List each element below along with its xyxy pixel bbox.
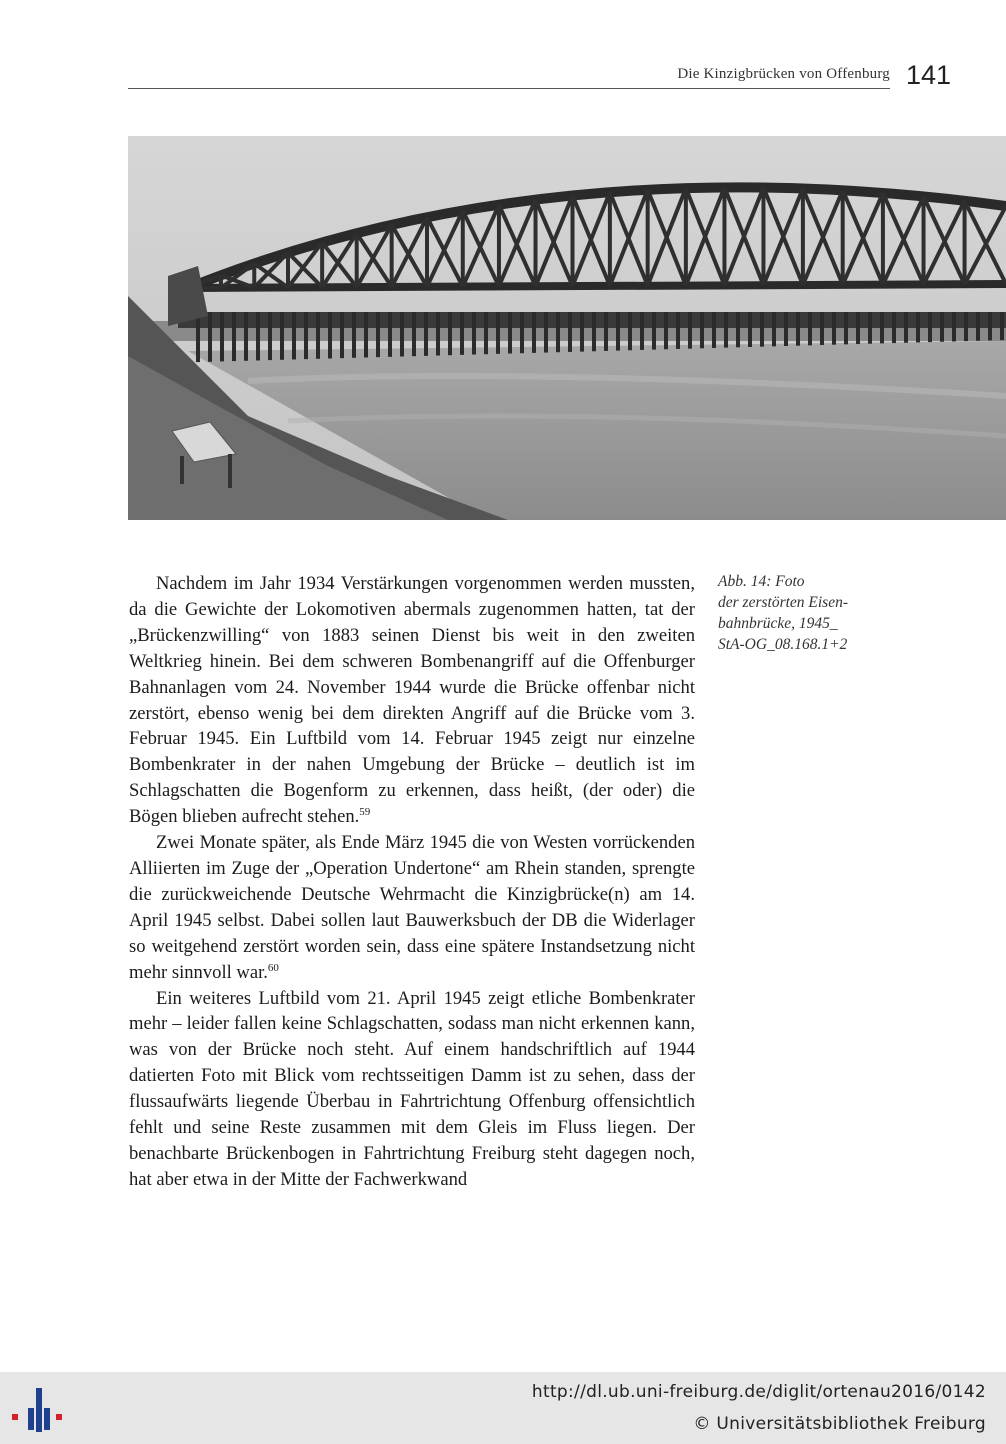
caption-line: der zerstörten Eisen- [718, 594, 849, 611]
caption-line: Abb. 14: Foto [718, 573, 805, 590]
paragraph-3: Ein weiteres Luftbild vom 21. April 1945 zeigt etliche Bombenkrater mehr – leider fallen keine Schlagschatten, sodass man nicht erkennen kann, was von der Brücke noch steht. Auf einem handschriftlich auf 1944 datierten Foto mit Blick vom rechtsseitigen Damm ist zu sehen, dass der flussaufwärts liegende Überbau in Fahrtrichtung Offenburg offensichtlich fehlt und seine Reste zusammen mit dem Gleis im Fluss liegen. Der benachbarte Brückenbogen in Fahrtrichtung Freiburg steht dagegen noch, hat aber etwa in der Mitte der Fachwerkwand [129, 987, 695, 1190]
source-url-link[interactable]: http://dl.ub.uni-freiburg.de/diglit/ortenau2016/0142 [531, 1382, 986, 1402]
body-text [129, 571, 695, 1193]
paragraph-1: Nachdem im Jahr 1934 Verstärkungen vorgenommen werden mussten, da die Gewichte der Lokomotiven abermals zugenommen hatten, tat der „Brückenzwilling“ von 1883 seinen Dienst bis weit in den zweiten Weltkrieg hinein. Bei dem schweren Bombenangriff auf die Offenburger Bahnanlagen vom 24. November 1944 wurde die Brücke offenbar nicht zerstört, ebenso wenig bei dem direkten Angriff auf die Brücke vom 3. Februar 1945. Ein Luftbild vom 14. Februar 1945 zeigt nur einzelne Bombenkrater in der nahen Umgebung der Brücke – deutlich ist im Schlagschatten die Bogenform zu erkennen, dass heißt, (der oder) die Bögen blieben aufrecht stehen.$^{59}$ [129, 573, 695, 828]
paragraph-2: Zwei Monate später, als Ende März 1945 die von Westen vorrückenden Alliierten im Zuge der „Operation Undertone“ am Rhein standen, sprengte die zurückweichende Deutsche Wehrmacht die Kinzigbrücke(n) am 14. April 1945 selbst. Dabei sollen laut Bauwerksbuch der DB die Widerlager so weitgehend zerstört worden sein, dass eine spätere Instandsetzung nicht mehr sinnvoll war.$^{60}$ [129, 832, 695, 983]
page-number: 141 [906, 60, 952, 90]
caption-line: StA-OG_08.168.1+2 [718, 636, 848, 653]
copyright-notice: © Universitätsbibliothek Freiburg [693, 1414, 986, 1434]
footer-bar [0, 1372, 1006, 1444]
footnote-ref-60[interactable]: 60 [267, 961, 279, 974]
figure-caption [718, 571, 918, 655]
footnote-ref-59[interactable]: 59 [359, 806, 371, 819]
bridge-photo [128, 136, 1006, 520]
ub-freiburg-logo-icon [12, 1386, 64, 1434]
caption-line: bahnbrücke, 1945_ [718, 615, 838, 632]
running-title: Die Kinzigbrücken von Offenburg [677, 66, 890, 82]
header-rule [128, 88, 890, 89]
